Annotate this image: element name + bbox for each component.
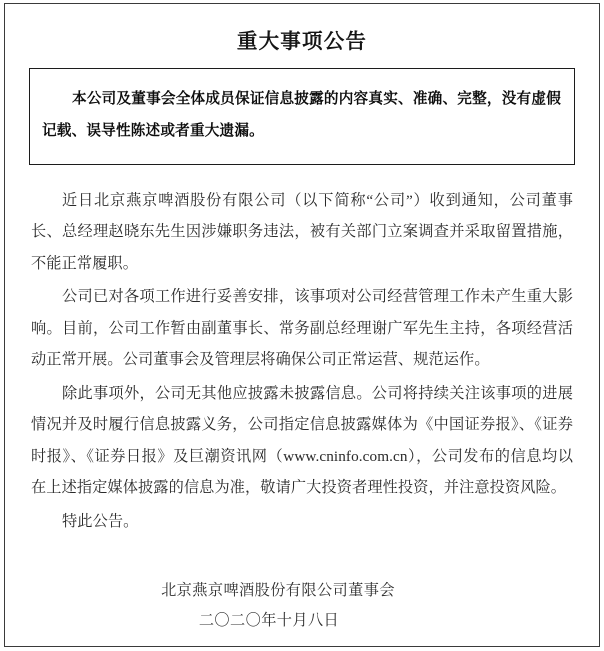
document-frame (4, 3, 600, 647)
body-paragraph: 近日北京燕京啤酒股份有限公司（以下简称“公司”）收到通知，公司董事长、总经理赵晓东先生因涉嫌职务违法，被有关部门立案调查并采取留置措施，不能正常履职。 (31, 191, 573, 272)
disclosure-statement-text: 本公司及董事会全体成员保证信息披露的内容真实、准确、完整，没有虚假记载、误导性陈述或者重大遗漏。 (42, 89, 561, 139)
announcement-body (31, 185, 573, 538)
signature-block (5, 576, 599, 636)
body-paragraph: 公司已对各项工作进行妥善安排，该事项对公司经营管理工作未产生重大影响。目前，公司工作暂由副董事长、常务副总经理谢广军先生主持，各项经营活动正常开展。公司董事会及管理层将确保公司正常运营、规范运作。 (31, 288, 573, 369)
document-content (5, 4, 599, 646)
page-title: 重大事项公告 (236, 29, 368, 53)
closing-paragraph: 特此公告。 (62, 512, 139, 530)
signature-issuer: 北京燕京啤酒股份有限公司董事会 (161, 582, 395, 599)
body-paragraph: 除此事项外，公司无其他应披露未披露信息。公司将持续关注该事项的进展情况并及时履行信息披露义务，公司指定信息披露媒体为《中国证券报》、《证券时报》、《证券日报》及巨潮资讯网（www.cninfo.com.cn），公司发布的信息均以在上述指定媒体披露的信息为准，敬请广大投资者理性投资，并注意投资风险。 (31, 384, 573, 497)
disclosure-statement-box (29, 68, 575, 165)
signature-date: 二〇二〇年十月八日 (198, 612, 340, 629)
